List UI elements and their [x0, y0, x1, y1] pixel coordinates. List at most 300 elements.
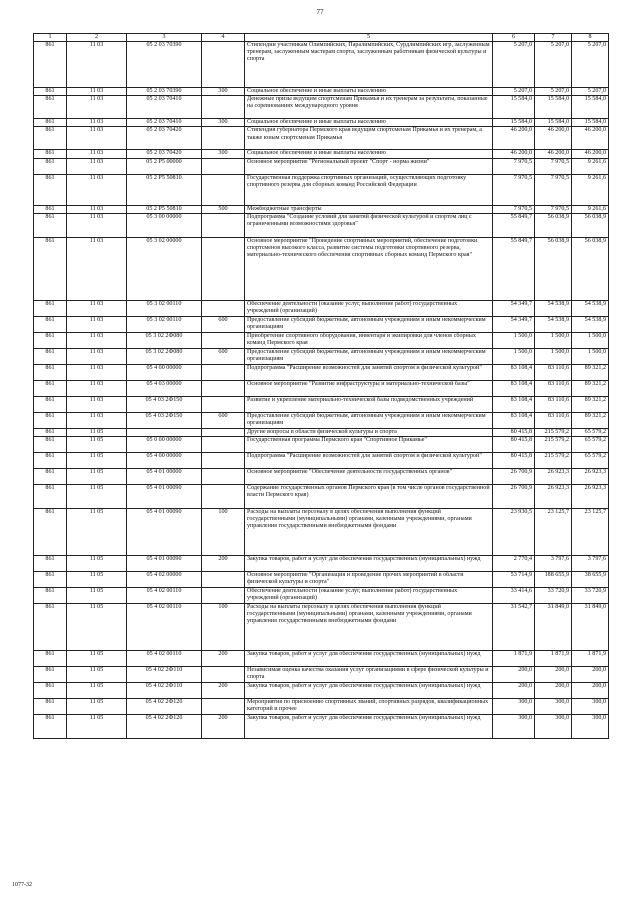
cell-target-article: 05 2 03 70390 — [127, 88, 202, 96]
cell-amount-3: 15 584,0 — [572, 96, 609, 119]
cell-description: Закупка товаров, работ и услуг для обеспечения государственных (муниципальных) нужд — [245, 715, 493, 739]
cell-amount-3: 89 321,2 — [572, 364, 609, 380]
cell-description: Обеспечение деятельности (оказание услуг, выполнение работ) государственных учреждений (организаций) — [245, 300, 493, 316]
cell-amount-3: 26 923,3 — [572, 485, 609, 509]
cell-expense-type — [202, 237, 245, 300]
cell-amount-2: 215 579,2 — [535, 428, 572, 436]
cell-amount-1: 83 108,4 — [493, 380, 535, 396]
cell-target-article: 05 3 02 2Ф080 — [127, 332, 202, 348]
cell-admin-code: 861 — [34, 715, 67, 739]
column-number: 7 — [535, 34, 572, 42]
cell-expense-type — [202, 588, 245, 604]
cell-amount-2: 26 923,3 — [535, 485, 572, 509]
cell-amount-2: 5 207,0 — [535, 42, 572, 88]
cell-amount-1: 26 700,9 — [493, 469, 535, 485]
cell-admin-code: 861 — [34, 380, 67, 396]
cell-expense-type: 600 — [202, 412, 245, 428]
cell-target-article: 05 4 03 00000 — [127, 380, 202, 396]
cell-amount-1: 200,0 — [493, 683, 535, 699]
cell-target-article: 05 2 03 70410 — [127, 119, 202, 127]
table-row — [34, 667, 609, 683]
cell-admin-code: 861 — [34, 119, 67, 127]
budget-table — [33, 33, 609, 739]
cell-amount-1: 83 108,4 — [493, 364, 535, 380]
cell-target-article: 05 2 03 70410 — [127, 96, 202, 119]
cell-amount-1: 33 414,6 — [493, 588, 535, 604]
cell-target-article: 05 4 03 2Ф150 — [127, 396, 202, 412]
cell-amount-2: 83 110,6 — [535, 412, 572, 428]
cell-amount-1: 1 871,9 — [493, 651, 535, 667]
cell-target-article: 05 3 02 2Ф080 — [127, 348, 202, 364]
cell-admin-code: 861 — [34, 572, 67, 588]
cell-admin-code: 861 — [34, 127, 67, 150]
cell-amount-3: 89 321,2 — [572, 396, 609, 412]
cell-amount-3: 38 655,9 — [572, 572, 609, 588]
cell-section: 11 05 — [67, 667, 127, 683]
cell-description: Подпрограмма "Расширение возможностей для занятий спортом и физической культурой" — [245, 453, 493, 469]
cell-admin-code: 861 — [34, 683, 67, 699]
cell-expense-type: 300 — [202, 88, 245, 96]
cell-description: Подпрограмма "Расширение возможностей для занятий спортом и физической культурой" — [245, 364, 493, 380]
cell-amount-2: 54 538,9 — [535, 300, 572, 316]
cell-section: 11 03 — [67, 127, 127, 150]
cell-target-article: 05 2 P5 00000 — [127, 158, 202, 174]
cell-expense-type: 300 — [202, 150, 245, 158]
cell-amount-2: 15 584,0 — [535, 96, 572, 119]
cell-amount-2: 31 849,0 — [535, 604, 572, 651]
table-row — [34, 127, 609, 150]
cell-amount-2: 215 579,2 — [535, 453, 572, 469]
cell-amount-1: 46 200,0 — [493, 127, 535, 150]
cell-amount-1: 200,0 — [493, 667, 535, 683]
cell-target-article: 05 3 00 00000 — [127, 213, 202, 237]
table-row — [34, 174, 609, 205]
page-number: 77 — [316, 8, 324, 16]
cell-amount-1: 1 500,0 — [493, 348, 535, 364]
cell-description: Основное мероприятие "Развитие инфраструктуры и материально-технической базы" — [245, 380, 493, 396]
cell-section: 11 05 — [67, 437, 127, 453]
cell-target-article: 05 4 02 00110 — [127, 604, 202, 651]
table-row — [34, 604, 609, 651]
cell-description: Подпрограмма "Создание условий для занятий физической культурой и спортом лиц с ограниченными возможностями здоровья" — [245, 213, 493, 237]
cell-description: Закупка товаров, работ и услуг для обеспечения государственных (муниципальных) нужд — [245, 683, 493, 699]
cell-section: 11 03 — [67, 213, 127, 237]
cell-amount-3: 9 261,6 — [572, 174, 609, 205]
cell-expense-type — [202, 428, 245, 436]
cell-section: 11 05 — [67, 683, 127, 699]
cell-expense-type: 600 — [202, 348, 245, 364]
cell-admin-code: 861 — [34, 453, 67, 469]
column-number: 8 — [572, 34, 609, 42]
cell-amount-1: 23 930,5 — [493, 509, 535, 556]
cell-amount-1: 2 770,4 — [493, 556, 535, 572]
cell-amount-1: 26 700,9 — [493, 485, 535, 509]
cell-amount-2: 83 110,6 — [535, 364, 572, 380]
cell-amount-2: 83 110,6 — [535, 396, 572, 412]
cell-amount-3: 89 321,2 — [572, 380, 609, 396]
cell-admin-code: 861 — [34, 428, 67, 436]
cell-target-article: 05 4 02 2Ф110 — [127, 683, 202, 699]
cell-section: 11 05 — [67, 572, 127, 588]
cell-section: 11 03 — [67, 174, 127, 205]
cell-target-article: 05 4 00 00000 — [127, 364, 202, 380]
cell-amount-2: 7 970,5 — [535, 174, 572, 205]
cell-amount-2: 7 970,5 — [535, 158, 572, 174]
cell-admin-code: 861 — [34, 174, 67, 205]
cell-amount-3: 33 720,9 — [572, 588, 609, 604]
cell-section: 11 05 — [67, 428, 127, 436]
cell-section: 11 03 — [67, 205, 127, 213]
cell-section: 11 03 — [67, 237, 127, 300]
cell-admin-code: 861 — [34, 364, 67, 380]
cell-amount-3: 65 579,2 — [572, 437, 609, 453]
cell-admin-code: 861 — [34, 316, 67, 332]
cell-amount-1: 300,0 — [493, 699, 535, 715]
cell-admin-code: 861 — [34, 205, 67, 213]
cell-target-article: 05 3 02 00110 — [127, 316, 202, 332]
cell-amount-1: 7 970,5 — [493, 158, 535, 174]
cell-amount-3: 9 261,6 — [572, 158, 609, 174]
cell-amount-1: 55 849,7 — [493, 237, 535, 300]
cell-target-article: 05 2 03 70420 — [127, 150, 202, 158]
cell-description: Обеспечение деятельности (оказание услуг, выполнение работ) государственных учреждений (организаций) — [245, 588, 493, 604]
cell-description: Основное мероприятие "Обеспечение деятельности государственных органов" — [245, 469, 493, 485]
cell-expense-type: 100 — [202, 509, 245, 556]
table-row — [34, 316, 609, 332]
cell-expense-type — [202, 96, 245, 119]
cell-expense-type — [202, 332, 245, 348]
cell-expense-type — [202, 667, 245, 683]
column-number: 6 — [493, 34, 535, 42]
cell-description: Социальное обеспечение и иные выплаты населению — [245, 150, 493, 158]
table-row — [34, 509, 609, 556]
cell-admin-code: 861 — [34, 588, 67, 604]
table-row — [34, 213, 609, 237]
cell-description: Мероприятия по присвоению спортивных званий, спортивных разрядов, квалификационных категорий и прочее — [245, 699, 493, 715]
cell-amount-3: 31 849,0 — [572, 604, 609, 651]
cell-amount-2: 5 207,0 — [535, 88, 572, 96]
cell-amount-3: 56 038,9 — [572, 213, 609, 237]
table-row — [34, 300, 609, 316]
cell-expense-type — [202, 380, 245, 396]
cell-amount-1: 300,0 — [493, 715, 535, 739]
cell-admin-code: 861 — [34, 158, 67, 174]
table-row — [34, 683, 609, 699]
cell-amount-3: 200,0 — [572, 667, 609, 683]
table-row — [34, 150, 609, 158]
cell-amount-2: 46 200,0 — [535, 127, 572, 150]
cell-description: Государственная программа Пермского края "Спортивное Прикамье" — [245, 437, 493, 453]
cell-amount-3: 5 207,0 — [572, 88, 609, 96]
cell-admin-code: 861 — [34, 332, 67, 348]
cell-admin-code: 861 — [34, 437, 67, 453]
cell-description: Денежные призы ведущим спортсменам Прикамья и их тренерам за результаты, показанные на соревнованиях международного уровня — [245, 96, 493, 119]
cell-target-article: 05 4 01 00000 — [127, 469, 202, 485]
cell-description: Другие вопросы в области физической культуры и спорта — [245, 428, 493, 436]
table-row — [34, 380, 609, 396]
cell-description: Предоставление субсидий бюджетным, автономным учреждениям и иным некоммерческим организациям — [245, 348, 493, 364]
cell-description: Предоставление субсидий бюджетным, автономным учреждениям и иным некоммерческим организациям — [245, 316, 493, 332]
cell-section: 11 03 — [67, 42, 127, 88]
table-row — [34, 485, 609, 509]
table-row — [34, 42, 609, 88]
cell-admin-code: 861 — [34, 556, 67, 572]
cell-target-article: 05 3 02 00000 — [127, 237, 202, 300]
cell-expense-type — [202, 453, 245, 469]
cell-expense-type: 200 — [202, 651, 245, 667]
cell-expense-type — [202, 300, 245, 316]
cell-section: 11 05 — [67, 453, 127, 469]
cell-amount-3: 89 321,2 — [572, 412, 609, 428]
cell-amount-3: 46 200,0 — [572, 150, 609, 158]
cell-admin-code: 861 — [34, 213, 67, 237]
cell-target-article: 05 4 02 2Ф120 — [127, 699, 202, 715]
cell-section: 11 05 — [67, 485, 127, 509]
cell-expense-type — [202, 699, 245, 715]
cell-section: 11 03 — [67, 150, 127, 158]
cell-amount-3: 23 125,7 — [572, 509, 609, 556]
cell-section: 11 05 — [67, 715, 127, 739]
cell-expense-type — [202, 572, 245, 588]
cell-description: Социальное обеспечение и иные выплаты населению — [245, 88, 493, 96]
cell-expense-type: 200 — [202, 683, 245, 699]
cell-target-article: 05 4 02 00110 — [127, 651, 202, 667]
cell-description: Стипендия губернатора Пермского края ведущим спортсменам Прикамья и их тренерам, а также юным спортсменам Прикамья — [245, 127, 493, 150]
table-row — [34, 237, 609, 300]
cell-amount-3: 15 584,0 — [572, 119, 609, 127]
cell-description: Приобретение спортивного оборудования, инвентаря и экипировки для членов сборных команд Пермского края — [245, 332, 493, 348]
cell-admin-code: 861 — [34, 667, 67, 683]
cell-amount-1: 80 415,8 — [493, 437, 535, 453]
cell-section: 11 05 — [67, 556, 127, 572]
column-number: 1 — [34, 34, 67, 42]
table-row — [34, 364, 609, 380]
cell-amount-1: 54 349,7 — [493, 300, 535, 316]
cell-amount-2: 1 500,0 — [535, 332, 572, 348]
table-body — [34, 42, 609, 739]
cell-amount-3: 54 538,9 — [572, 316, 609, 332]
cell-amount-1: 55 849,7 — [493, 213, 535, 237]
table-row — [34, 88, 609, 96]
cell-amount-2: 54 538,9 — [535, 316, 572, 332]
cell-expense-type — [202, 364, 245, 380]
cell-section: 11 03 — [67, 396, 127, 412]
column-number: 2 — [67, 34, 127, 42]
table-row — [34, 469, 609, 485]
cell-amount-3: 1 500,0 — [572, 332, 609, 348]
cell-expense-type — [202, 437, 245, 453]
cell-section: 11 05 — [67, 588, 127, 604]
cell-description: Содержание государственных органов Пермского края (в том числе органов государственной власти Пермского края) — [245, 485, 493, 509]
table-row — [34, 699, 609, 715]
cell-amount-2: 1 500,0 — [535, 348, 572, 364]
cell-section: 11 03 — [67, 300, 127, 316]
cell-amount-1: 31 542,7 — [493, 604, 535, 651]
cell-admin-code: 861 — [34, 88, 67, 96]
cell-description: Независимая оценка качества оказания услуг организациями в сфере физической культуры и спорта — [245, 667, 493, 683]
cell-expense-type: 500 — [202, 205, 245, 213]
cell-amount-2: 23 125,7 — [535, 509, 572, 556]
table-row — [34, 572, 609, 588]
table-row — [34, 332, 609, 348]
cell-amount-3: 26 923,3 — [572, 469, 609, 485]
cell-amount-3: 65 579,2 — [572, 428, 609, 436]
cell-admin-code: 861 — [34, 42, 67, 88]
cell-target-article: 05 4 02 2Ф110 — [127, 667, 202, 683]
cell-amount-3: 3 797,6 — [572, 556, 609, 572]
cell-admin-code: 861 — [34, 412, 67, 428]
cell-admin-code: 861 — [34, 469, 67, 485]
cell-amount-1: 53 714,9 — [493, 572, 535, 588]
cell-amount-2: 300,0 — [535, 699, 572, 715]
cell-amount-3: 9 261,6 — [572, 205, 609, 213]
cell-amount-1: 7 970,5 — [493, 174, 535, 205]
cell-admin-code: 861 — [34, 96, 67, 119]
cell-amount-1: 1 500,0 — [493, 332, 535, 348]
cell-admin-code: 861 — [34, 237, 67, 300]
cell-target-article: 05 4 02 2Ф120 — [127, 715, 202, 739]
cell-section: 11 03 — [67, 119, 127, 127]
cell-amount-1: 7 970,5 — [493, 205, 535, 213]
cell-amount-2: 33 720,9 — [535, 588, 572, 604]
cell-section: 11 03 — [67, 316, 127, 332]
cell-expense-type — [202, 174, 245, 205]
table-row — [34, 428, 609, 436]
cell-amount-2: 215 579,2 — [535, 437, 572, 453]
table-row — [34, 205, 609, 213]
cell-amount-3: 1 871,9 — [572, 651, 609, 667]
cell-expense-type: 200 — [202, 715, 245, 739]
cell-amount-1: 15 584,0 — [493, 96, 535, 119]
cell-description: Закупка товаров, работ и услуг для обеспечения государственных (муниципальных) нужд — [245, 556, 493, 572]
table-row — [34, 556, 609, 572]
cell-description: Государственная поддержка спортивных организаций, осуществляющих подготовку спортивного резерва для сборных команд Российской Федерации — [245, 174, 493, 205]
table-row — [34, 437, 609, 453]
cell-target-article: 05 4 02 00000 — [127, 572, 202, 588]
cell-admin-code: 861 — [34, 300, 67, 316]
cell-amount-2: 15 584,0 — [535, 119, 572, 127]
cell-amount-2: 200,0 — [535, 683, 572, 699]
cell-amount-1: 5 207,0 — [493, 42, 535, 88]
cell-target-article: 05 2 03 70390 — [127, 42, 202, 88]
cell-amount-1: 54 349,7 — [493, 316, 535, 332]
cell-description: Межбюджетные трансферты — [245, 205, 493, 213]
cell-amount-1: 80 415,8 — [493, 453, 535, 469]
cell-expense-type: 600 — [202, 316, 245, 332]
cell-section: 11 03 — [67, 348, 127, 364]
cell-section: 11 03 — [67, 332, 127, 348]
cell-amount-3: 1 500,0 — [572, 348, 609, 364]
cell-description: Развитие и укрепление материально-технической базы подведомственных учреждений — [245, 396, 493, 412]
cell-section: 11 03 — [67, 380, 127, 396]
cell-target-article: 05 4 03 2Ф150 — [127, 412, 202, 428]
cell-expense-type — [202, 158, 245, 174]
column-number: 3 — [127, 34, 202, 42]
cell-description: Расходы на выплаты персоналу в целях обеспечения выполнения функций государственными (муниципальными) органами, казенными учреждениями, органами управления государственными внебюджетными фондами — [245, 509, 493, 556]
cell-description: Предоставление субсидий бюджетным, автономным учреждениям и иным некоммерческим организациям — [245, 412, 493, 428]
cell-admin-code: 861 — [34, 485, 67, 509]
cell-expense-type: 200 — [202, 556, 245, 572]
table-row — [34, 119, 609, 127]
cell-amount-3: 46 200,0 — [572, 127, 609, 150]
cell-amount-2: 1 871,9 — [535, 651, 572, 667]
cell-section: 11 05 — [67, 651, 127, 667]
cell-amount-2: 188 655,9 — [535, 572, 572, 588]
table-header — [34, 34, 609, 42]
cell-amount-1: 80 415,8 — [493, 428, 535, 436]
cell-description: Основное мероприятие "Проведение спортивных мероприятий, обеспечение подготовки спортсменов высокого класса, развитие системы подготовки спортивного резерва, материально-технического обеспечения спортивных сборных команд Пермского края" — [245, 237, 493, 300]
cell-description: Закупка товаров, работ и услуг для обеспечения государственных (муниципальных) нужд — [245, 651, 493, 667]
cell-amount-2: 46 200,0 — [535, 150, 572, 158]
cell-description: Основное мероприятие "Организация и проведение прочих мероприятий в области физической культуры и спорта" — [245, 572, 493, 588]
cell-expense-type — [202, 469, 245, 485]
cell-target-article: 05 2 03 70420 — [127, 127, 202, 150]
cell-amount-2: 3 797,6 — [535, 556, 572, 572]
table-row — [34, 348, 609, 364]
cell-description: Основное мероприятие "Региональный проект "Спорт - норма жизни" — [245, 158, 493, 174]
cell-expense-type — [202, 127, 245, 150]
cell-amount-1: 83 108,4 — [493, 412, 535, 428]
cell-target-article: 05 2 P5 50810 — [127, 205, 202, 213]
cell-amount-3: 65 579,2 — [572, 453, 609, 469]
table-row — [34, 96, 609, 119]
cell-description: Социальное обеспечение и иные выплаты населению — [245, 119, 493, 127]
table-row — [34, 651, 609, 667]
column-number: 5 — [245, 34, 493, 42]
cell-admin-code: 861 — [34, 604, 67, 651]
cell-section: 11 03 — [67, 88, 127, 96]
cell-amount-2: 56 038,9 — [535, 237, 572, 300]
cell-section: 11 03 — [67, 96, 127, 119]
cell-target-article: 05 4 02 00110 — [127, 588, 202, 604]
cell-expense-type — [202, 396, 245, 412]
cell-amount-1: 5 207,0 — [493, 88, 535, 96]
cell-amount-1: 83 108,4 — [493, 396, 535, 412]
cell-section: 11 03 — [67, 364, 127, 380]
column-number: 4 — [202, 34, 245, 42]
table-row — [34, 588, 609, 604]
cell-amount-3: 56 038,9 — [572, 237, 609, 300]
cell-section: 11 05 — [67, 604, 127, 651]
cell-expense-type — [202, 42, 245, 88]
cell-amount-2: 300,0 — [535, 715, 572, 739]
cell-target-article: 05 2 P5 50810 — [127, 174, 202, 205]
table-row — [34, 412, 609, 428]
cell-admin-code: 861 — [34, 150, 67, 158]
cell-amount-3: 200,0 — [572, 683, 609, 699]
cell-amount-3: 5 207,0 — [572, 42, 609, 88]
cell-target-article: 05 4 00 00000 — [127, 453, 202, 469]
cell-amount-1: 15 584,0 — [493, 119, 535, 127]
cell-admin-code: 861 — [34, 509, 67, 556]
cell-amount-2: 26 923,3 — [535, 469, 572, 485]
cell-target-article: 05 0 00 00000 — [127, 437, 202, 453]
cell-target-article — [127, 428, 202, 436]
cell-target-article: 05 4 01 00090 — [127, 509, 202, 556]
cell-section: 11 03 — [67, 412, 127, 428]
cell-amount-2: 200,0 — [535, 667, 572, 683]
cell-amount-3: 300,0 — [572, 699, 609, 715]
cell-expense-type — [202, 213, 245, 237]
table-row — [34, 396, 609, 412]
cell-target-article: 05 3 02 00110 — [127, 300, 202, 316]
cell-section: 11 05 — [67, 469, 127, 485]
cell-section: 11 05 — [67, 699, 127, 715]
cell-target-article: 05 4 01 00090 — [127, 556, 202, 572]
table-row — [34, 453, 609, 469]
cell-target-article: 05 4 01 00090 — [127, 485, 202, 509]
cell-amount-2: 83 110,6 — [535, 380, 572, 396]
